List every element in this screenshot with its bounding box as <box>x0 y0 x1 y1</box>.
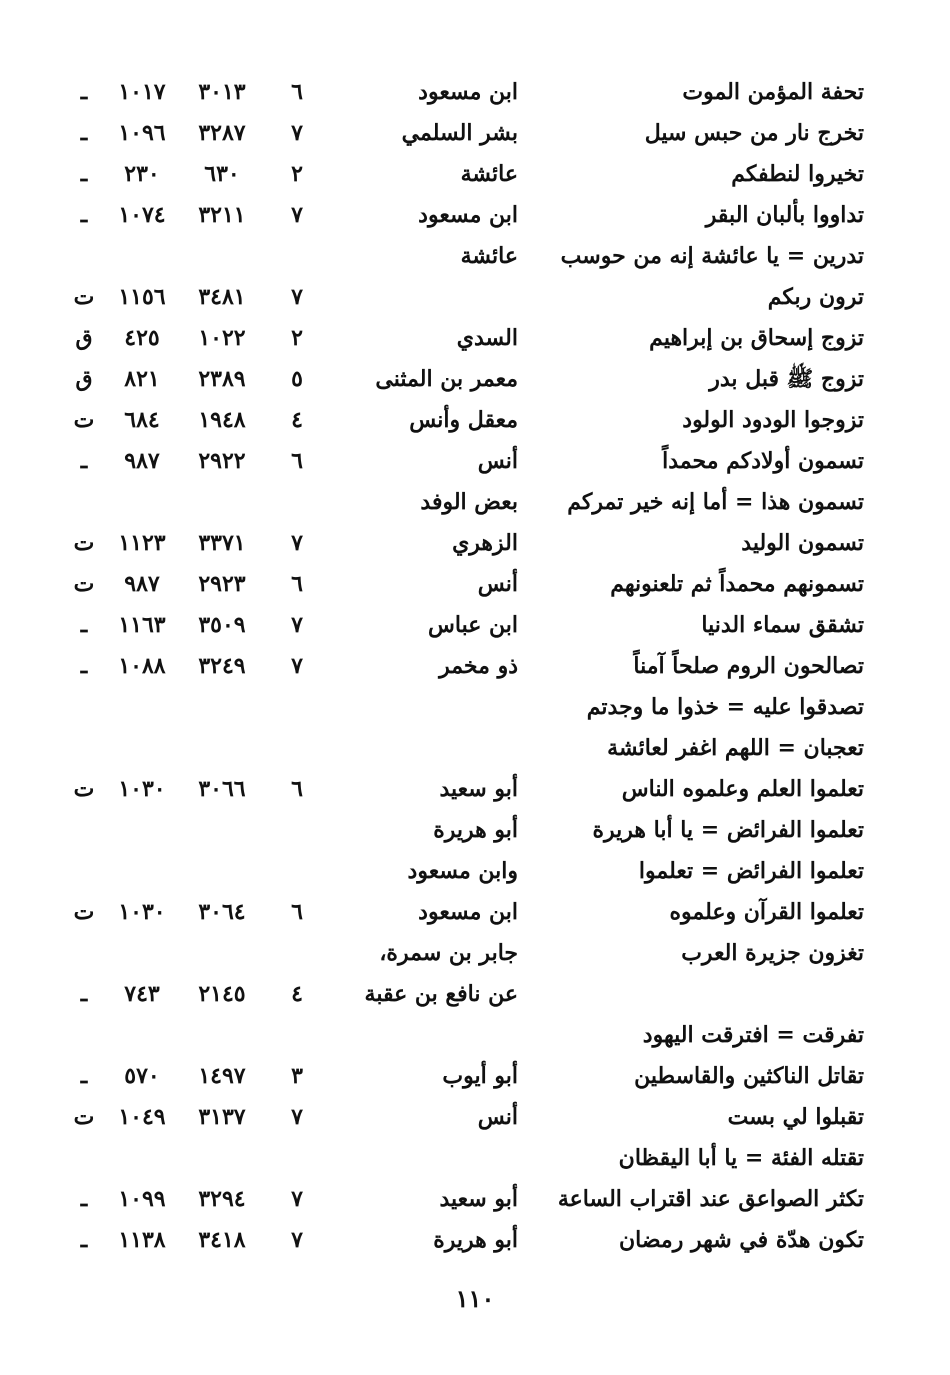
hadith-number: ٦٣٠ <box>204 161 240 187</box>
index-row <box>0 482 950 523</box>
index-row <box>0 400 950 441</box>
hadith-phrase: تعلموا الفرائض = تعلموا <box>638 858 864 884</box>
narrator-name: أبو سعيد <box>439 1186 518 1212</box>
index-row <box>0 1179 950 1220</box>
volume-number <box>282 1015 312 1056</box>
volume-number <box>282 810 312 851</box>
source-mark: ت <box>73 530 95 556</box>
hadith-number: ١٠٢٢ <box>198 325 246 351</box>
source-mark <box>64 933 104 974</box>
hadith-phrase: تسمون الوليد <box>741 530 864 556</box>
hadith-phrase: تخرج نار من حبس سيل <box>644 120 864 146</box>
index-row <box>0 1015 950 1056</box>
hadith-phrase: تصدقوا عليه = خذوا ما وجدتم <box>586 694 864 720</box>
hadith-number <box>182 851 262 892</box>
source-mark: ـ <box>80 202 88 228</box>
volume-number: ٦ <box>291 571 303 597</box>
hadith-phrase: تقتله الفئة = يا أبا اليقظان <box>618 1145 864 1171</box>
volume-number: ٧ <box>291 120 303 146</box>
narrator-name: بعض الوفد <box>420 489 518 515</box>
hadith-number: ٢٣٨٩ <box>198 366 246 392</box>
index-row <box>0 72 950 113</box>
narrator-name: وابن مسعود <box>407 858 518 884</box>
index-row <box>0 318 950 359</box>
volume-number: ٧ <box>291 1104 303 1130</box>
source-mark: ت <box>73 284 95 310</box>
index-row <box>0 974 950 1015</box>
volume-number: ٧ <box>291 284 303 310</box>
index-row <box>0 646 950 687</box>
narrator-name: أبو سعيد <box>439 776 518 802</box>
volume-number: ٢ <box>291 325 303 351</box>
page-reference: ٤٢٥ <box>124 325 160 351</box>
index-row <box>0 892 950 933</box>
narrator-name: أنس <box>477 571 518 597</box>
page-reference: ٨٢١ <box>124 366 160 392</box>
page-reference: ٧٤٣ <box>124 981 160 1007</box>
narrator-name: بشر السلمي <box>401 120 518 146</box>
source-mark <box>64 851 104 892</box>
index-row <box>0 728 950 769</box>
index-row <box>0 687 950 728</box>
hadith-phrase <box>524 974 864 1015</box>
narrator-name: أنس <box>477 1104 518 1130</box>
hadith-phrase: تزوجوا الودود الولود <box>682 407 864 433</box>
hadith-number: ٣٠٦٤ <box>198 899 246 925</box>
page-reference: ٦٨٤ <box>124 407 160 433</box>
page-reference: ٢٣٠ <box>124 161 160 187</box>
hadith-phrase: تداووا بألبان البقر <box>705 202 864 228</box>
volume-number: ٧ <box>291 1227 303 1253</box>
index-row <box>0 1220 950 1261</box>
hadith-number: ٣٤١٨ <box>198 1227 246 1253</box>
hadith-phrase: تفرقت = افترقت اليهود <box>642 1022 864 1048</box>
narrator-name: أبو هريرة <box>433 817 518 843</box>
source-mark: ـ <box>80 612 88 638</box>
page-reference: ١٠٤٩ <box>118 1104 166 1130</box>
volume-number: ٦ <box>291 448 303 474</box>
narrator-name <box>338 1138 518 1179</box>
hadith-number <box>182 687 262 728</box>
source-mark: ـ <box>80 981 88 1007</box>
hadith-phrase: تصالحون الروم صلحاً آمناً <box>633 653 864 679</box>
volume-number <box>282 728 312 769</box>
source-mark: ت <box>73 776 95 802</box>
source-mark <box>64 1138 104 1179</box>
hadith-number: ٢١٤٥ <box>198 981 246 1007</box>
volume-number <box>282 236 312 277</box>
hadith-number: ٣٠٦٦ <box>198 776 246 802</box>
hadith-phrase: تغزون جزيرة العرب <box>681 940 864 966</box>
hadith-phrase: تشقق سماء الدنيا <box>701 612 864 638</box>
hadith-number: ٣٥٠٩ <box>198 612 246 638</box>
index-row <box>0 1097 950 1138</box>
hadith-phrase: تزوج إسحاق بن إبراهيم <box>649 325 864 351</box>
page-reference: ٩٨٧ <box>124 571 160 597</box>
index-row <box>0 277 950 318</box>
page-reference <box>104 851 180 892</box>
hadith-number: ٣٠١٣ <box>198 79 246 105</box>
hadith-phrase: تكثر الصواعق عند اقتراب الساعة <box>557 1186 864 1212</box>
index-row <box>0 359 950 400</box>
page-reference: ٥٧٠ <box>124 1063 160 1089</box>
narrator-name <box>338 728 518 769</box>
hadith-number: ١٤٩٧ <box>198 1063 246 1089</box>
page-reference: ١٠٩٦ <box>118 120 166 146</box>
source-mark: ـ <box>80 120 88 146</box>
volume-number <box>282 851 312 892</box>
hadith-number <box>182 810 262 851</box>
hadith-number: ٣١٣٧ <box>198 1104 246 1130</box>
source-mark <box>64 482 104 523</box>
volume-number <box>282 687 312 728</box>
hadith-phrase: ترون ربكم <box>767 284 864 310</box>
index-row <box>0 1056 950 1097</box>
index-row <box>0 769 950 810</box>
source-mark: ـ <box>80 1063 88 1089</box>
narrator-name: ابن مسعود <box>418 202 518 228</box>
hadith-number: ٣٢١١ <box>198 202 246 228</box>
source-mark: ت <box>73 407 95 433</box>
narrator-name: ابن مسعود <box>418 899 518 925</box>
volume-number: ٤ <box>291 981 303 1007</box>
hadith-phrase: تكون هدّة في شهر رمضان <box>618 1227 864 1253</box>
hadith-phrase: تعلموا القرآن وعلموه <box>669 899 864 925</box>
source-mark: ـ <box>80 653 88 679</box>
source-mark: ـ <box>80 448 88 474</box>
volume-number: ٢ <box>291 161 303 187</box>
hadith-phrase: تسمونهم محمداً ثم تلعنونهم <box>610 571 864 597</box>
source-mark: ت <box>73 571 95 597</box>
source-mark: ت <box>73 899 95 925</box>
source-mark: ـ <box>80 161 88 187</box>
index-row <box>0 236 950 277</box>
hadith-number <box>182 1138 262 1179</box>
volume-number: ٧ <box>291 530 303 556</box>
narrator-name <box>338 687 518 728</box>
narrator-name: ابن مسعود <box>418 79 518 105</box>
narrator-name: أبو أيوب <box>442 1063 518 1089</box>
narrator-name <box>338 1015 518 1056</box>
page-reference <box>104 810 180 851</box>
index-row <box>0 1138 950 1179</box>
source-mark <box>64 728 104 769</box>
volume-number: ٣ <box>291 1063 303 1089</box>
volume-number: ٧ <box>291 612 303 638</box>
volume-number <box>282 933 312 974</box>
hadith-phrase: تسمون أولادكم محمداً <box>662 448 864 474</box>
source-mark: ق <box>75 325 93 351</box>
source-mark: ـ <box>80 79 88 105</box>
page-reference <box>104 687 180 728</box>
index-row <box>0 564 950 605</box>
narrator-name <box>338 277 518 318</box>
hadith-phrase: تقاتل الناكثين والقاسطين <box>634 1063 864 1089</box>
page-reference: ١٠٨٨ <box>118 653 166 679</box>
source-mark: ـ <box>80 1227 88 1253</box>
page-reference <box>104 236 180 277</box>
hadith-number: ٢٩٢٣ <box>198 571 246 597</box>
page-reference: ١١٥٦ <box>118 284 166 310</box>
volume-number: ٦ <box>291 899 303 925</box>
hadith-phrase: تسمون هذا = أما إنه خير تمركم <box>567 489 864 515</box>
page-reference: ١١٢٣ <box>118 530 166 556</box>
source-mark: ت <box>73 1104 95 1130</box>
source-mark <box>64 810 104 851</box>
hadith-index-table <box>0 72 950 1261</box>
hadith-number <box>182 933 262 974</box>
hadith-phrase: تعلموا العلم وعلموه الناس <box>621 776 864 802</box>
page-reference <box>104 728 180 769</box>
volume-number: ٦ <box>291 776 303 802</box>
narrator-name: ذو مخمر <box>439 653 518 679</box>
narrator-name: السدي <box>456 325 518 351</box>
index-row <box>0 523 950 564</box>
volume-number <box>282 1138 312 1179</box>
source-mark <box>64 687 104 728</box>
narrator-name: الزهري <box>452 530 518 556</box>
hadith-phrase: تعلموا الفرائض = يا أبا هريرة <box>592 817 864 843</box>
source-mark: ـ <box>80 1186 88 1212</box>
index-row <box>0 933 950 974</box>
volume-number: ٧ <box>291 1186 303 1212</box>
page-reference: ١٠٣٠ <box>118 776 166 802</box>
page-number: ١١٠ <box>455 1284 495 1313</box>
source-mark <box>64 1015 104 1056</box>
page-reference: ١٠٧٤ <box>118 202 166 228</box>
page-reference <box>104 933 180 974</box>
page-reference <box>104 1015 180 1056</box>
source-mark: ق <box>75 366 93 392</box>
page-reference: ١٠٩٩ <box>118 1186 166 1212</box>
hadith-phrase: تزوج ﷺ قبل بدر <box>709 366 864 392</box>
hadith-phrase: تعجبان = اللهم اغفر لعائشة <box>607 735 864 761</box>
hadith-number <box>182 728 262 769</box>
hadith-number <box>182 482 262 523</box>
hadith-number: ٣٣٧١ <box>198 530 246 556</box>
hadith-number: ٣٢٩٤ <box>198 1186 246 1212</box>
index-row <box>0 605 950 646</box>
narrator-name: عائشة <box>460 243 518 269</box>
page-reference: ١١٦٣ <box>118 612 166 638</box>
hadith-number: ٣٤٨١ <box>198 284 246 310</box>
page-reference: ١١٣٨ <box>118 1227 166 1253</box>
narrator-name: ابن عباس <box>428 612 518 638</box>
volume-number: ٦ <box>291 79 303 105</box>
narrator-name: معمر بن المثنى <box>375 366 518 392</box>
hadith-phrase: تخيروا لنطفكم <box>731 161 864 187</box>
index-row <box>0 851 950 892</box>
hadith-phrase: تحفة المؤمن الموت <box>682 79 864 105</box>
volume-number <box>282 482 312 523</box>
source-mark <box>64 236 104 277</box>
narrator-name: عن نافع بن عقبة <box>364 981 518 1007</box>
narrator-name: عائشة <box>460 161 518 187</box>
volume-number: ٤ <box>291 407 303 433</box>
narrator-name: أبو هريرة <box>433 1227 518 1253</box>
page-reference: ٩٨٧ <box>124 448 160 474</box>
hadith-phrase: تقبلوا لي بست <box>727 1104 864 1130</box>
hadith-number: ٣٢٨٧ <box>198 120 246 146</box>
hadith-number: ٣٢٤٩ <box>198 653 246 679</box>
page-reference: ١٠٣٠ <box>118 899 166 925</box>
hadith-number <box>182 236 262 277</box>
narrator-name: معقل وأنس <box>409 407 518 433</box>
hadith-number <box>182 1015 262 1056</box>
page-reference <box>104 1138 180 1179</box>
volume-number: ٥ <box>291 366 303 392</box>
volume-number: ٧ <box>291 202 303 228</box>
page-reference <box>104 482 180 523</box>
index-row <box>0 113 950 154</box>
page-reference: ١٠١٧ <box>118 79 166 105</box>
hadith-number: ١٩٤٨ <box>198 407 246 433</box>
index-row <box>0 810 950 851</box>
hadith-phrase: تدرين = يا عائشة إنه من حوسب <box>560 243 864 269</box>
volume-number: ٧ <box>291 653 303 679</box>
narrator-name: أنس <box>477 448 518 474</box>
index-row <box>0 154 950 195</box>
hadith-number: ٢٩٢٢ <box>198 448 246 474</box>
index-row <box>0 441 950 482</box>
index-row <box>0 195 950 236</box>
narrator-name: جابر بن سمرة، <box>379 940 518 966</box>
